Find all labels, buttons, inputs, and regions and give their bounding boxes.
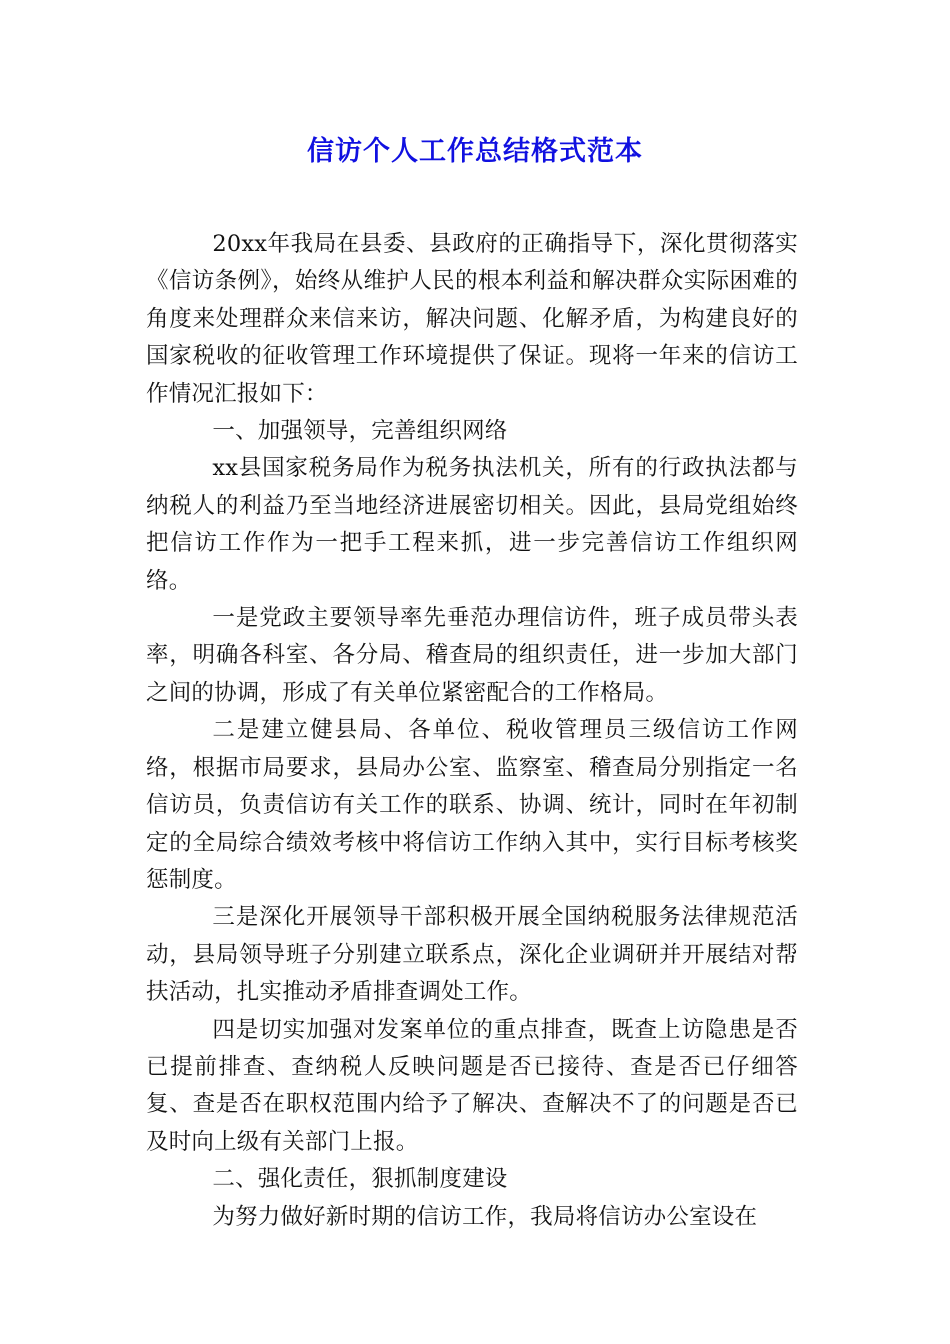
- paragraph-point-2: 二是建立健县局、各单位、税收管理员三级信访工作网络，根据市局要求，县局办公室、监察室、稽查局分别指定一名信访员，负责信访有关工作的联系、协调、统计，同时在年初制定的全局综合绩效考核中将信访工作纳入其中，实行目标考核奖惩制度。: [146, 717, 798, 893]
- paragraph-point-1: 一是党政主要领导率先垂范办理信访件，班子成员带头表率，明确各科室、各分局、稽查局的组织责任，进一步加大部门之间的协调，形成了有关单位紧密配合的工作格局。: [146, 605, 798, 706]
- paragraph-office: 为努力做好新时期的信访工作，我局将信访办公室设在: [212, 1203, 758, 1230]
- section-heading-1: 一、加强领导，完善组织网络: [212, 418, 508, 445]
- document-body: [146, 226, 798, 1236]
- paragraph-point-4: 四是切实加强对发案单位的重点排查，既查上访隐患是否已提前排查、查纳税人反映问题是否已接待、查是否已仔细答复、查是否在职权范围内给予了解决、查解决不了的问题是否已及时向上级有关部门上报。: [146, 1016, 798, 1155]
- paragraph-network: xx县国家税务局作为税务执法机关，所有的行政执法都与纳税人的利益乃至当地经济进展密切相关。因此，县局党组始终把信访工作作为一把手工程来抓，进一步完善信访工作组织网络。: [146, 455, 798, 594]
- paragraph-point-3: 三是深化开展领导干部积极开展全国纳税服务法律规范活动，县局领导班子分别建立联系点，深化企业调研并开展结对帮扶活动，扎实推动矛盾排查调处工作。: [146, 904, 798, 1006]
- section-heading-2: 二、强化责任，狠抓制度建设: [212, 1166, 508, 1193]
- paragraph-intro: 20xx年我局在县委、县政府的正确指导下，深化贯彻落实《信访条例》，始终从维护人民的根本利益和解决群众实际困难的角度来处理群众来信来访，解决问题、化解矛盾，为构建良好的国家税收的征收管理工作环境提供了保证。现将一年来的信访工作情况汇报如下：: [146, 231, 798, 407]
- document-title: 信访个人工作总结格式范本: [307, 136, 643, 167]
